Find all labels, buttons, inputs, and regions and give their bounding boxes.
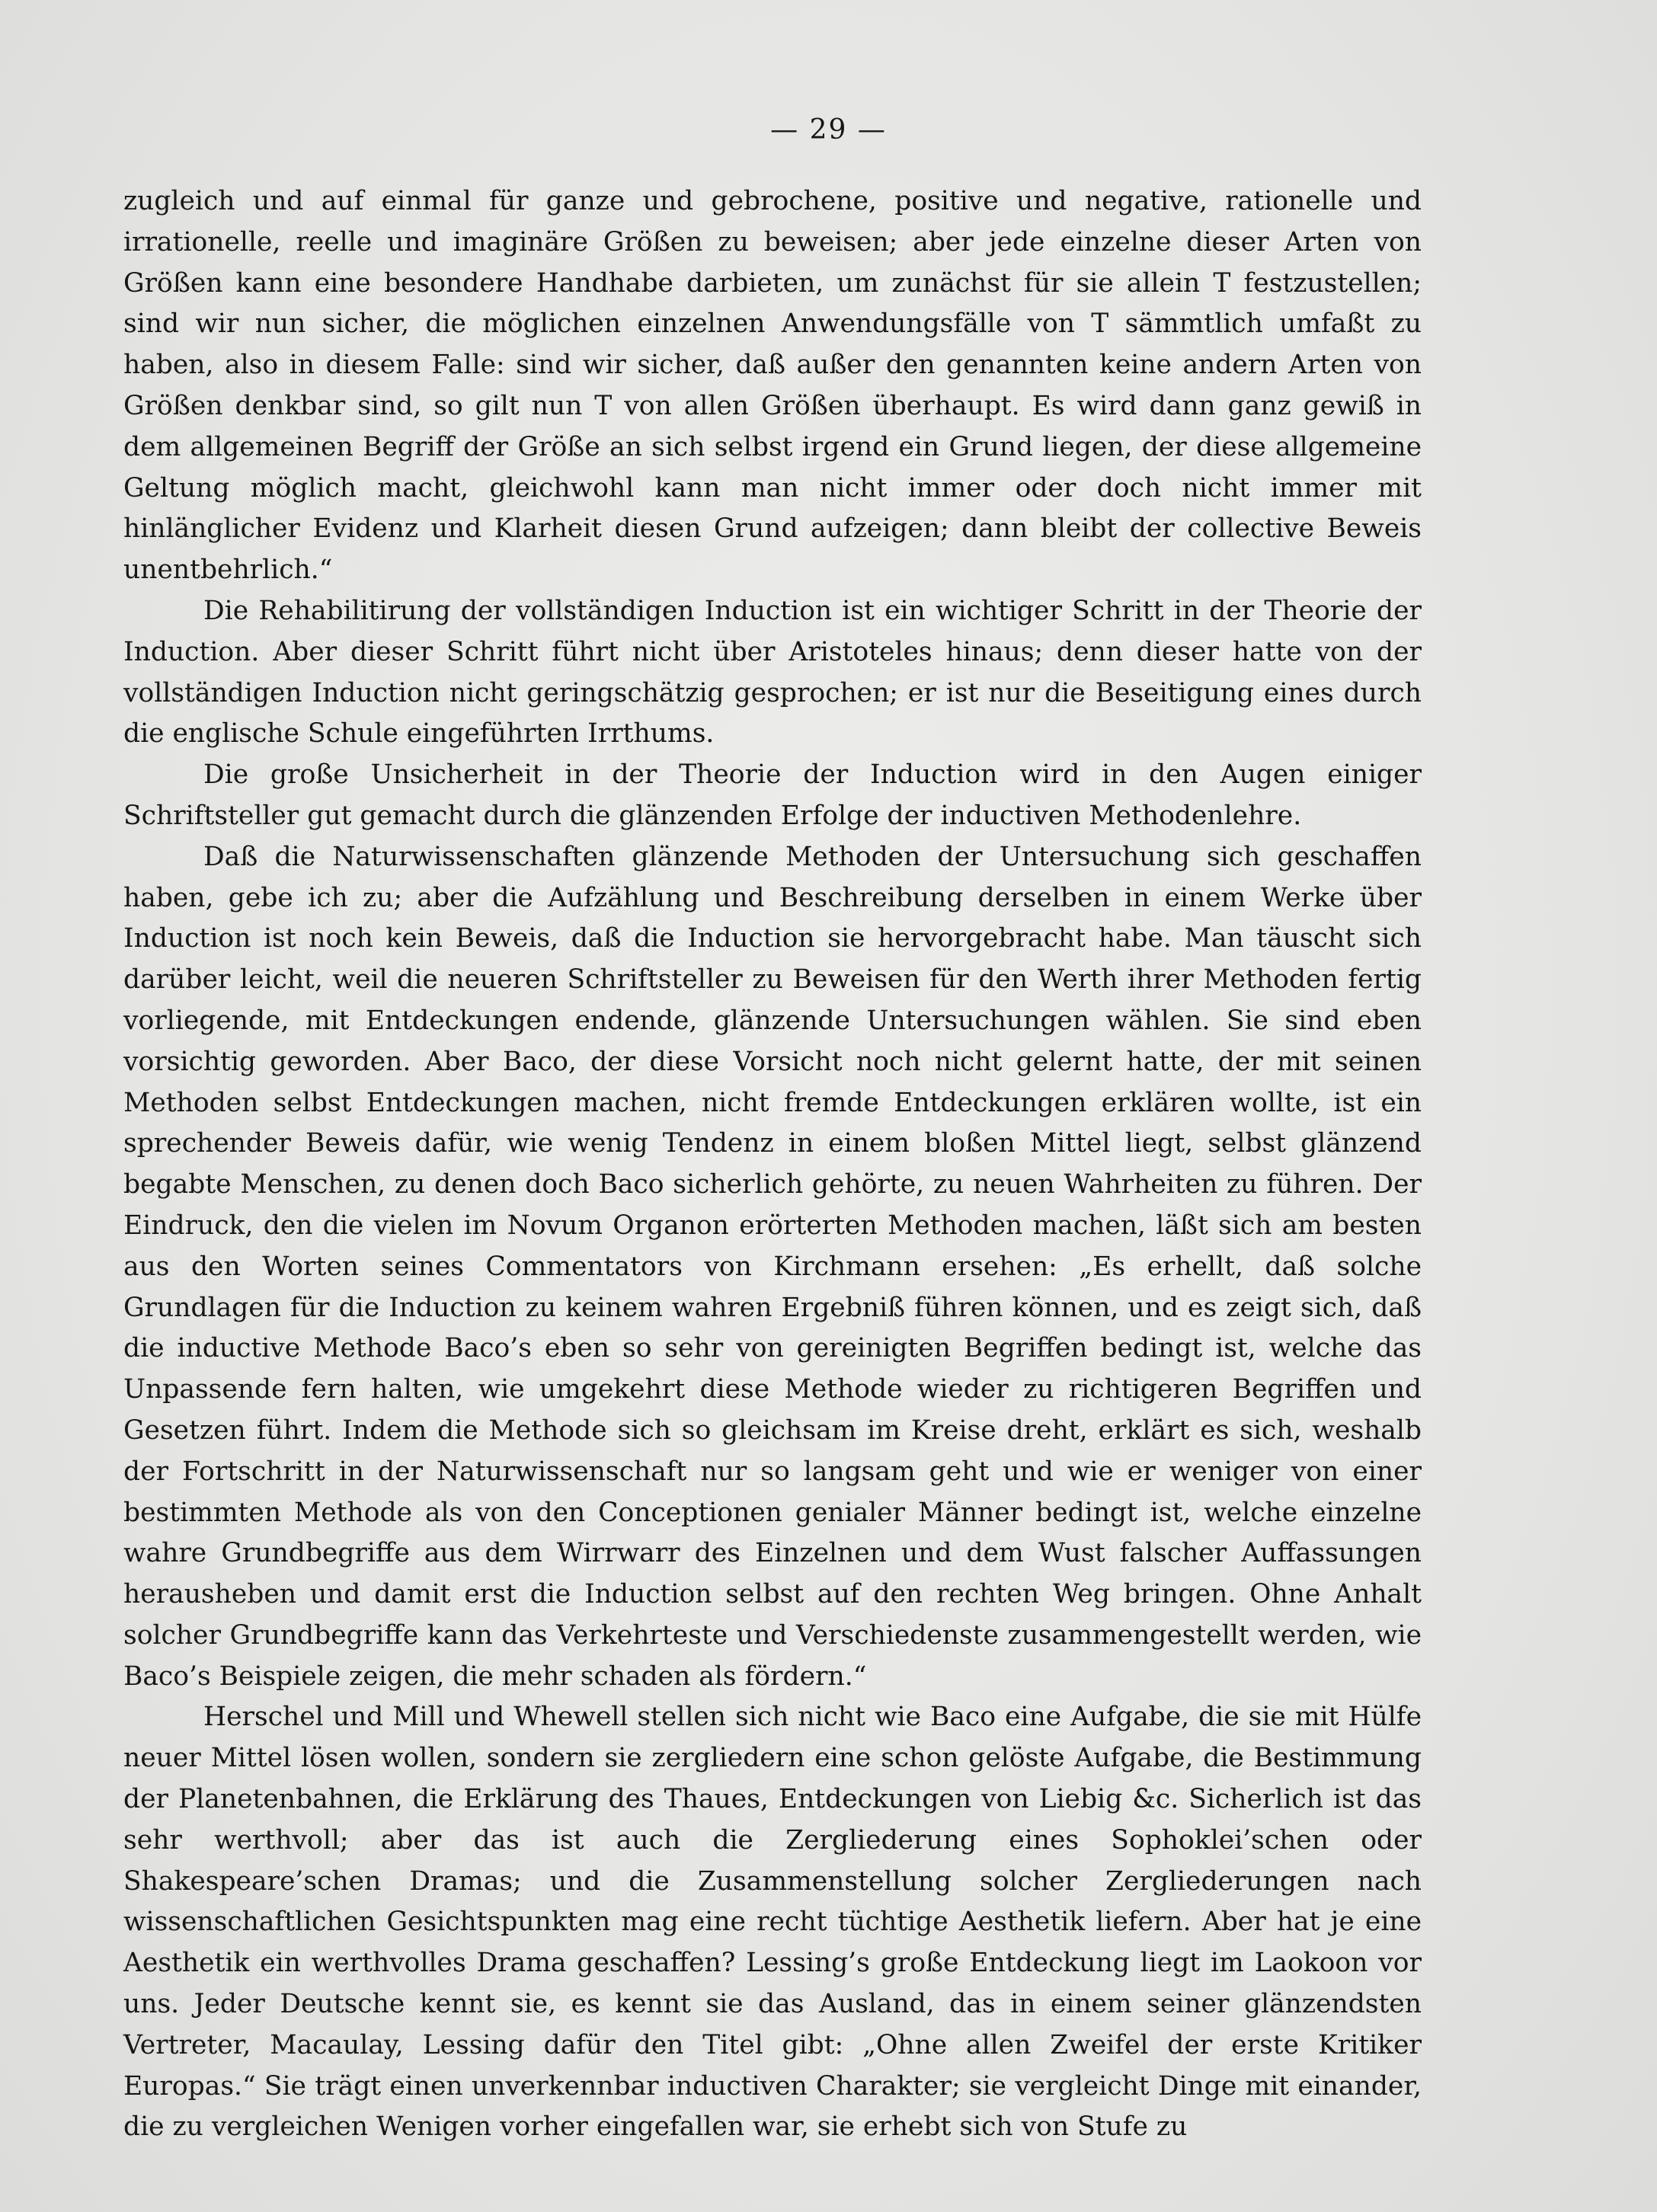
page-number: — 29 — xyxy=(770,114,887,145)
paragraph-herschel-mill-whewell: Herschel und Mill und Whewell stellen sich nicht wie Baco eine Aufgabe, die sie mit Hülfe neuer Mittel lösen wollen, sondern sie zergliedern eine schon gelöste Aufgabe, die Bestimmung der Planetenbahnen, die Erklärung des Thaues, Entdeckungen von Liebig &c. Sicherlich ist das sehr werthvoll; aber das ist auch die Zergliederung eines Sophoklei’schen oder Shakespeare’schen Dramas; und die Zusammenstellung solcher Zergliederungen nach wissenschaftlichen Gesichtspunkten mag eine recht tüchtige Aesthetik liefern. Aber hat je eine Aesthetik ein werthvolles Drama geschaffen? Lessing’s große Entdeckung liegt im Laokoon vor uns. Jeder Deutsche kennt sie, es kennt sie das Ausland, das in einem seiner glänzendsten Vertreter, Macaulay, Lessing dafür den Titel gibt: „Ohne allen Zweifel der erste Kritiker Europas.“ Sie trägt einen unverkennbar inductiven Charakter; sie vergleicht Dinge mit einander, die zu vergleichen Wenigen vorher eingefallen war, sie erhebt sich von Stufe zu xyxy=(123,1702,1422,2143)
body-text xyxy=(123,181,1422,2148)
paragraph-natural-sciences: Daß die Naturwissenschaften glänzende Methoden der Untersuchung sich geschaffen haben, gebe ich zu; aber die Aufzählung und Beschreibung derselben in einem Werke über Induction ist noch kein Beweis, daß die Induction sie hervorgebracht habe. Man täuscht sich darüber leicht, weil die neueren Schriftsteller zu Beweisen für den Werth ihrer Methoden fertig vorliegende, mit Entdeckungen endende, glänzende Untersuchungen wählen. Sie sind eben vorsichtig geworden. Aber Baco, der diese Vorsicht noch nicht gelernt hatte, der mit seinen Methoden selbst Entdeckungen machen, nicht fremde Entdeckungen erklären wollte, ist ein sprechender Beweis dafür, wie wenig Tendenz in einem bloßen Mittel liegt, selbst glänzend begabte Menschen, zu denen doch Baco sicherlich gehörte, zu neuen Wahrheiten zu führen. Der Eindruck, den die vielen im Novum Organon erörterten Methoden machen, läßt sich am besten aus den Worten seines Commentators von Kirchmann ersehen: „Es erhellt, daß solche Grundlagen für die Induction zu keinem wahren Ergebniß führen können, und es zeigt sich, daß die inductive Methode Baco’s eben so sehr von gereinigten Begriffen bedingt ist, welche das Unpassende fern halten, wie umgekehrt diese Methode wieder zu richtigeren Begriffen und Gesetzen führt. Indem die Methode sich so gleichsam im Kreise dreht, erklärt es sich, weshalb der Fortschritt in der Naturwissenschaft nur so langsam geht und wie er weniger von einer bestimmten Methode als von den Conceptionen genialer Männer bedingt ist, welche einzelne wahre Grundbegriffe aus dem Wirrwarr des Einzelnen und dem Wust falscher Auffassungen herausheben und damit erst die Induction selbst auf den rechten Weg bringen. Ohne Anhalt solcher Grundbegriffe kann das Verkehrteste und Verschiedenste zusammengestellt werden, wie Baco’s Beispiele zeigen, die mehr schaden als fördern.“ xyxy=(123,841,1422,1692)
paragraph-continuation: zugleich und auf einmal für ganze und gebrochene, positive und negative, rationelle und irrationelle, reelle und imaginäre Größen zu beweisen; aber jede einzelne dieser Arten von Größen kann eine besondere Handhabe darbieten, um zunächst für sie allein T festzustellen; sind wir nun sicher, die möglichen einzelnen Anwendungsfälle von T sämmtlich umfaßt zu haben, also in diesem Falle: sind wir sicher, daß außer den genannten keine andern Arten von Größen denkbar sind, so gilt nun T von allen Größen überhaupt. Es wird dann ganz gewiß in dem allgemeinen Begriff der Größe an sich selbst irgend ein Grund liegen, der diese allgemeine Geltung möglich macht, gleichwohl kann man nicht immer oder doch nicht immer mit hinlänglicher Evidenz und Klarheit diesen Grund aufzeigen; dann bleibt der collective Beweis unentbehrlich.“ xyxy=(123,186,1422,586)
paragraph-uncertainty: Die große Unsicherheit in der Theorie der Induction wird in den Augen einiger Schriftsteller gut gemacht durch die glänzenden Erfolge der inductiven Methodenlehre. xyxy=(123,759,1422,831)
paragraph-rehabilitation: Die Rehabilitirung der vollständigen Induction ist ein wichtiger Schritt in der Theorie der Induction. Aber dieser Schritt führt nicht über Aristoteles hinaus; denn dieser hatte von der vollständigen Induction nicht geringschätzig gesprochen; er ist nur die Beseitigung eines durch die englische Schule eingeführten Irrthums. xyxy=(123,595,1422,750)
